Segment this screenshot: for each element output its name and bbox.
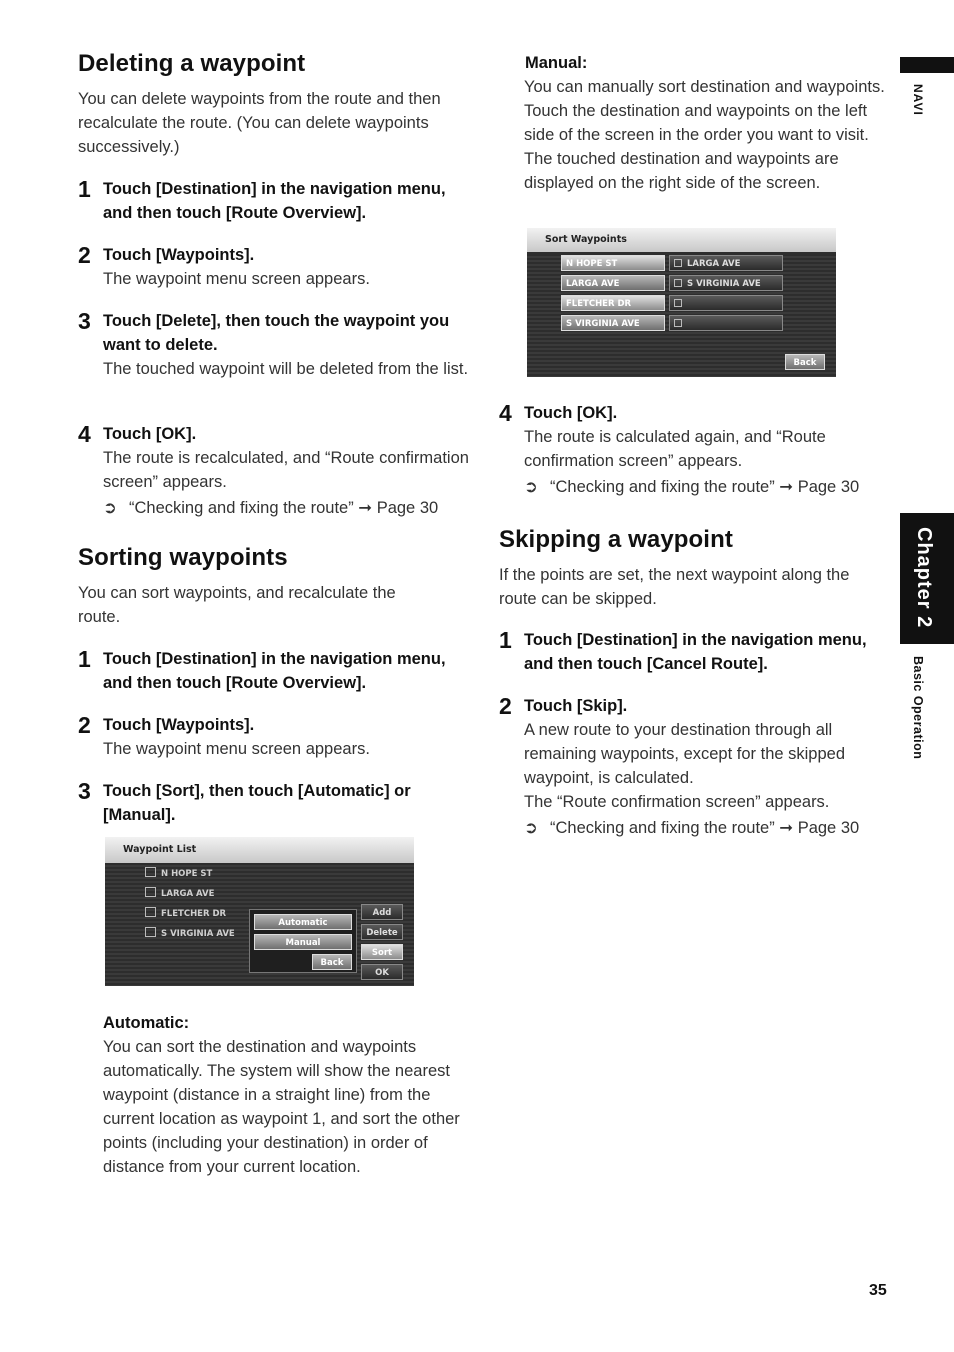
sort-step-2 — [78, 713, 470, 761]
chapter-label: Chapter 2 — [913, 527, 935, 629]
flag-icon — [145, 927, 156, 937]
delete-step-2 — [78, 243, 470, 291]
ok-button[interactable]: OK — [361, 964, 403, 980]
arrow-icon: ➲ — [103, 499, 117, 517]
step-number: 4 — [499, 400, 512, 426]
step-number: 1 — [499, 627, 512, 653]
cross-reference — [103, 496, 470, 520]
heading-skipping-waypoint: Skipping a waypoint — [499, 526, 733, 553]
step-instruction: Touch [OK]. — [524, 404, 618, 422]
arrow-icon: ➲ — [524, 478, 538, 496]
flag-icon — [674, 279, 682, 287]
step-instruction: Touch [Destination] in the navigation menu, and then touch [Cancel Route]. — [524, 631, 867, 673]
sort-left-item[interactable]: FLETCHER DR — [561, 295, 665, 311]
manual-label: Manual: — [525, 54, 588, 72]
waypoint-item: FLETCHER DR — [145, 907, 226, 919]
waypoint-item: LARGA AVE — [145, 887, 214, 899]
step-instruction: Touch [Skip]. — [524, 697, 628, 715]
sort-left-item[interactable]: S VIRGINIA AVE — [561, 315, 665, 331]
sort-right-item — [669, 295, 783, 311]
step-number: 2 — [499, 693, 512, 719]
cross-reference-link[interactable]: “Checking and fixing the route” ➞ Page 30 — [129, 499, 439, 517]
step-result: The waypoint menu screen appears. — [103, 270, 370, 288]
section-side-label: Basic Operation — [911, 656, 925, 760]
manual-description: You can manually sort destination and waypoints. Touch the destination and waypoints on the left side of the screen in the order you want to visit. The touched destination and waypoints are displayed on the right side of the screen. — [524, 78, 885, 192]
sort-step-4 — [499, 401, 891, 499]
sort-left-item[interactable]: N HOPE ST — [561, 255, 665, 271]
step-result: The waypoint menu screen appears. — [103, 740, 370, 758]
flag-icon — [674, 299, 682, 307]
sort-right-item — [669, 315, 783, 331]
heading-deleting-waypoint: Deleting a waypoint — [78, 50, 306, 77]
skip-step-2 — [499, 694, 891, 840]
step-instruction: Touch [Waypoints]. — [103, 716, 255, 734]
sorting-intro: You can sort waypoints, and recalculate the route. — [78, 584, 396, 626]
flag-icon — [674, 259, 682, 267]
flag-icon — [674, 319, 682, 327]
step-number: 3 — [78, 778, 91, 804]
automatic-button[interactable]: Automatic — [254, 914, 352, 930]
step-result: The route is recalculated, and “Route confirmation screen” appears. — [103, 449, 469, 491]
skip-step-1 — [499, 628, 891, 676]
waypoint-item: S VIRGINIA AVE — [145, 927, 235, 939]
step-result-2: The “Route confirmation screen” appears. — [524, 793, 830, 811]
step-number: 1 — [78, 176, 91, 202]
cross-reference — [524, 816, 891, 840]
step-instruction: Touch [Destination] in the navigation menu, and then touch [Route Overview]. — [103, 650, 446, 692]
flag-icon — [145, 907, 156, 917]
navi-side-label: NAVI — [911, 84, 925, 116]
navi-tab-bar — [900, 57, 954, 73]
arrow-icon: ➲ — [524, 819, 538, 837]
sort-step-1 — [78, 647, 470, 695]
chapter-tab — [900, 513, 954, 644]
heading-sorting-waypoints: Sorting waypoints — [78, 544, 288, 571]
delete-step-1 — [78, 177, 470, 225]
back-button[interactable]: Back — [785, 354, 825, 370]
step-number: 2 — [78, 712, 91, 738]
step-number: 2 — [78, 242, 91, 268]
step-result: The touched waypoint will be deleted from the list. — [103, 360, 469, 378]
back-button[interactable]: Back — [312, 954, 352, 970]
sort-right-item: LARGA AVE — [669, 255, 783, 271]
step-result: The route is calculated again, and “Route confirmation screen” appears. — [524, 428, 826, 470]
cross-reference — [524, 475, 891, 499]
step-instruction: Touch [Sort], then touch [Automatic] or [Manual]. — [103, 782, 411, 824]
sort-waypoints-screenshot — [527, 228, 836, 377]
waypoint-item: N HOPE ST — [145, 867, 212, 879]
screen-title: Waypoint List — [105, 837, 414, 863]
step-number: 1 — [78, 646, 91, 672]
step-instruction: Touch [Destination] in the navigation menu, and then touch [Route Overview]. — [103, 180, 446, 222]
add-button[interactable]: Add — [361, 904, 403, 920]
flag-icon — [145, 867, 156, 877]
sort-popup — [249, 909, 357, 973]
step-number: 3 — [78, 308, 91, 334]
delete-step-4 — [78, 422, 470, 520]
screen-title: Sort Waypoints — [527, 228, 836, 252]
cross-reference-link[interactable]: “Checking and fixing the route” ➞ Page 30 — [550, 478, 860, 496]
automatic-label: Automatic: — [103, 1014, 190, 1032]
step-result: A new route to your destination through all remaining waypoints, except for the skipped waypoint, is calculated. — [524, 721, 846, 787]
cross-reference-link[interactable]: “Checking and fixing the route” ➞ Page 30 — [550, 819, 860, 837]
skipping-intro: If the points are set, the next waypoint along the route can be skipped. — [499, 566, 850, 608]
manual-button[interactable]: Manual — [254, 934, 352, 950]
automatic-description: You can sort the destination and waypoints automatically. The system will show the nearest waypoint (distance in a straight line) from the current location as waypoint 1, and sort the other points (including your destination) in order of distance from your current location. — [103, 1038, 460, 1176]
step-instruction: Touch [Delete], then touch the waypoint you want to delete. — [103, 312, 450, 354]
step-instruction: Touch [Waypoints]. — [103, 246, 255, 264]
sort-right-item: S VIRGINIA AVE — [669, 275, 783, 291]
waypoint-list-screenshot — [105, 837, 414, 986]
sort-step-3 — [78, 779, 470, 827]
delete-button[interactable]: Delete — [361, 924, 403, 940]
page-number: 35 — [869, 1282, 887, 1299]
step-instruction: Touch [OK]. — [103, 425, 197, 443]
sort-left-item[interactable]: LARGA AVE — [561, 275, 665, 291]
deleting-intro: You can delete waypoints from the route and then recalculate the route. (You can delete waypoints successively.) — [78, 90, 441, 156]
sort-button[interactable]: Sort — [361, 944, 403, 960]
step-number: 4 — [78, 421, 91, 447]
flag-icon — [145, 887, 156, 897]
delete-step-3 — [78, 309, 470, 381]
